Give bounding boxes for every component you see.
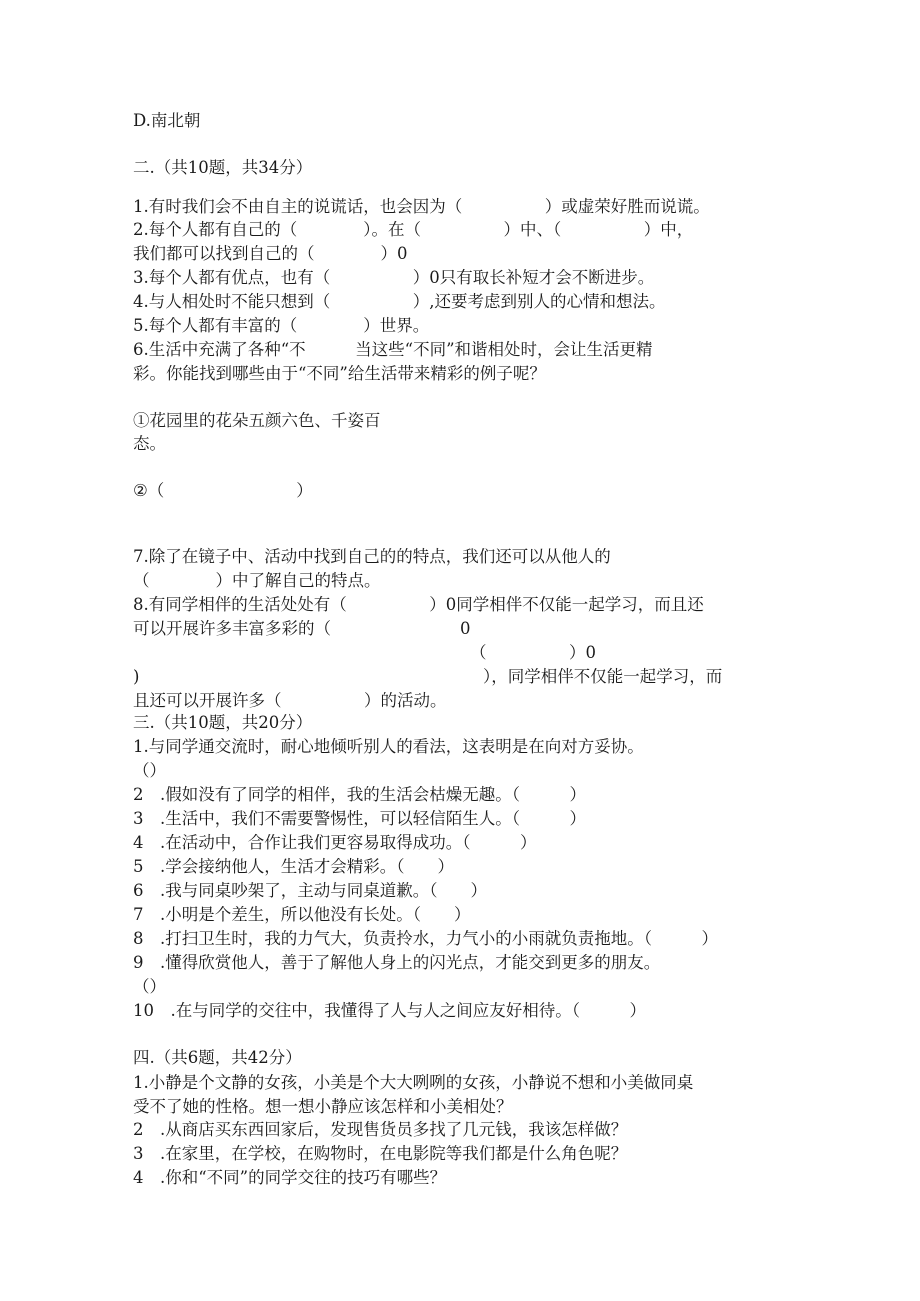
s2-q8-line5: 且还可以开展许多（ ）的活动。 bbox=[133, 691, 447, 710]
s2-q2-line1: 2.每个人都有自己的（ ）。在（ ）中、（ ）中， bbox=[133, 220, 694, 239]
previous-option-d: D.南北朝 bbox=[133, 111, 201, 130]
s2-q2-line2: 我们都可以找到自己的（ ）0 bbox=[133, 244, 408, 263]
s3-q9-answer: （） bbox=[133, 977, 166, 996]
s3-q1-line1: 1.与同学通交流时，耐心地倾听别人的看法，这表明是在向对方妥协。 bbox=[133, 737, 644, 756]
s3-q4: 4 .在活动中，合作让我们更容易取得成功。（ ） bbox=[133, 833, 537, 852]
s2-q6-line1: 6.生活中充满了各种“不 当这些“不同”和谐相处时，会让生活更精 bbox=[133, 340, 653, 359]
s3-q2: 2 .假如没有了同学的相伴，我的生活会枯燥无趣。（ ） bbox=[133, 785, 586, 804]
s2-q8-line2: 可以开展许多丰富多彩的（ bbox=[133, 619, 331, 638]
s2-q8-line4-start: ) bbox=[133, 667, 140, 686]
s3-q9-line1: 9 .懂得欣赏他人，善于了解他人身上的闪光点，才能交到更多的朋友。 bbox=[133, 953, 661, 972]
section-3-heading: 三.（共10题，共20分） bbox=[133, 713, 313, 732]
s2-q6-example1-line2: 态。 bbox=[133, 434, 166, 453]
s2-q6-example1-line1: ①花园里的花朵五颜六色、千姿百 bbox=[133, 411, 381, 430]
s2-q7-line1: 7.除了在镜子中、活动中找到自己的的特点，我们还可以从他人的 bbox=[133, 547, 611, 566]
s2-q6-example2: ②（ ） bbox=[133, 481, 313, 500]
s3-q1-answer: （） bbox=[133, 761, 166, 780]
s3-q7: 7 .小明是个差生，所以他没有长处。（ ） bbox=[133, 905, 471, 924]
s2-q5: 5.每个人都有丰富的（ ）世界。 bbox=[133, 316, 430, 335]
s3-q3: 3 .生活中，我们不需要警惕性，可以轻信陌生人。（ ） bbox=[133, 809, 586, 828]
s4-q2: 2 .从商店买东西回家后，发现售货员多找了几元钱，我该怎样做？ bbox=[133, 1120, 628, 1139]
s3-q6: 6 .我与同桌吵架了，主动与同桌道歉。（ ） bbox=[133, 881, 487, 900]
section-2-heading: 二.（共10题，共34分） bbox=[133, 158, 313, 177]
s4-q4: 4 .你和“不同”的同学交往的技巧有哪些？ bbox=[133, 1168, 447, 1187]
s2-q8-line3: （ ）0 bbox=[470, 643, 596, 662]
s4-q3: 3 .在家里，在学校，在购物时，在电影院等我们都是什么角色呢？ bbox=[133, 1144, 628, 1163]
s3-q5: 5 .学会接纳他人，生活才会精彩。（ ） bbox=[133, 857, 454, 876]
s2-q4: 4.与人相处时不能只想到（ ）,还要考虑到别人的心情和想法。 bbox=[133, 292, 666, 311]
s2-q8-line4: ），同学相伴不仅能一起学习，而 bbox=[483, 667, 723, 686]
s2-q8-line2-end: 0 bbox=[460, 619, 471, 638]
section-4-heading: 四.（共6题，共42分） bbox=[133, 1048, 302, 1067]
s2-q1: 1.有时我们会不由自主的说谎话，也会因为（ ）或虚荣好胜而说谎。 bbox=[133, 197, 710, 216]
s3-q8: 8 .打扫卫生时，我的力气大，负责拎水，力气小的小雨就负责拖地。（ ） bbox=[133, 929, 718, 948]
s2-q7-line2: （ ）中了解自己的特点。 bbox=[133, 571, 381, 590]
s2-q8-line1: 8.有同学相伴的生活处处有（ ）0同学相伴不仅能一起学习，而且还 bbox=[133, 595, 704, 614]
s3-q10: 10 .在与同学的交往中，我懂得了人与人之间应友好相待。（ ） bbox=[133, 1001, 646, 1020]
s4-q1-line2: 受不了她的性格。想一想小静应该怎样和小美相处？ bbox=[133, 1097, 513, 1116]
s2-q3: 3.每个人都有优点，也有（ ）0只有取长补短才会不断进步。 bbox=[133, 268, 655, 287]
s4-q1-line1: 1.小静是个文静的女孩，小美是个大大咧咧的女孩，小静说不想和小美做同桌 bbox=[133, 1073, 694, 1092]
s2-q6-line2: 彩。你能找到哪些由于“不同”给生活带来精彩的例子呢？ bbox=[133, 364, 546, 383]
